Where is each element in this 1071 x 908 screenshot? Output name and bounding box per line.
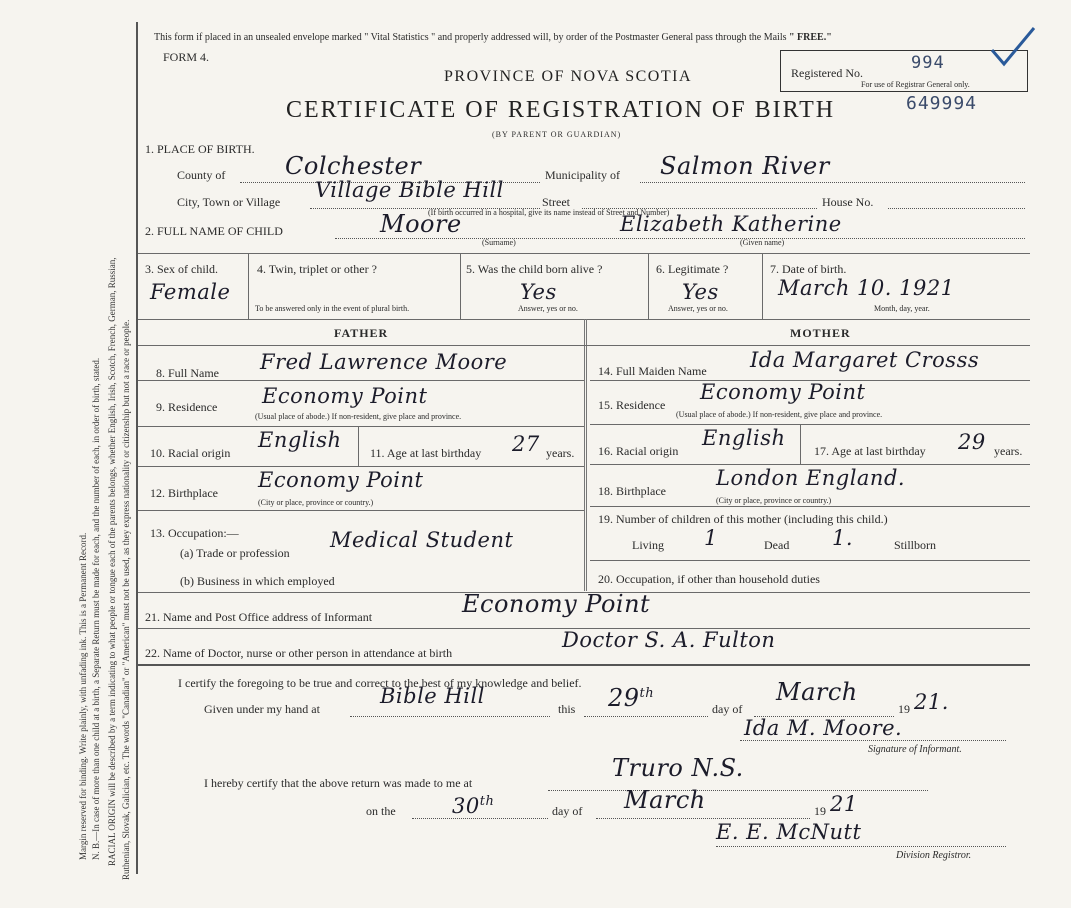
divider	[590, 424, 1030, 425]
return-place-value: Truro N.S.	[612, 754, 744, 782]
side-note-multiple-births: N. B.—In case of more than one child at a birth, a Separate Return must be made for each, and the number of each, in order of birth, stated.	[91, 357, 101, 860]
child-surname: Moore	[380, 210, 462, 238]
surname-note: (Surname)	[482, 238, 516, 247]
page-title: CERTIFICATE OF REGISTRATION OF BIRTH	[286, 97, 836, 123]
informant-signature: Ida M. Moore.	[744, 716, 903, 740]
mother-age-value: 29	[958, 430, 986, 454]
sex-value: Female	[150, 280, 231, 304]
mother-heading: MOTHER	[790, 326, 851, 340]
checkmark-icon	[990, 24, 1036, 72]
dead-value: 1.	[832, 526, 854, 550]
divider	[248, 253, 249, 319]
informant-label: 21. Name and Post Office address of Informant	[145, 610, 373, 624]
on-the-label: on the	[366, 804, 396, 818]
return-label: I hereby certify that the above return was made to me at	[204, 776, 473, 790]
given-place-value: Bible Hill	[380, 684, 485, 708]
trade-label: (a) Trade or profession	[180, 546, 290, 560]
twin-label: 4. Twin, triplet or other ?	[257, 262, 377, 276]
return-place-line	[548, 790, 928, 791]
father-name-label: 8. Full Name	[156, 366, 219, 380]
mother-race-label: 16. Racial origin	[598, 444, 679, 458]
father-birthplace-value: Economy Point	[258, 468, 424, 492]
doctor-label: 22. Name of Doctor, nurse or other person in attendance at birth	[145, 646, 453, 660]
registrar-note: For use of Registrar General only.	[861, 80, 970, 89]
hospital-note: (If birth occurred in a hospital, give its name instead of Street and Number)	[428, 208, 670, 217]
mother-name-value: Ida Margaret Crosss	[750, 348, 980, 372]
father-birthplace-label: 12. Birthplace	[150, 486, 218, 500]
return-day-value: 30th	[452, 794, 495, 818]
father-birthplace-note: (City or place, province or country.)	[258, 498, 374, 507]
province-heading: PROVINCE OF NOVA SCOTIA	[444, 68, 693, 85]
day-of-label: day of	[712, 702, 743, 716]
house-label: House No.	[822, 195, 874, 209]
month-value: March	[776, 678, 858, 706]
sex-label: 3. Sex of child.	[145, 262, 218, 276]
county-label: County of	[177, 168, 226, 182]
divider	[460, 253, 461, 319]
street-label: Street	[542, 195, 570, 209]
registered-number: 994	[911, 53, 945, 73]
father-residence-label: 9. Residence	[156, 400, 218, 414]
registered-label: Registered No.	[791, 66, 863, 80]
divider	[138, 380, 584, 381]
divider	[590, 560, 1030, 561]
child-name-line	[335, 238, 1025, 239]
house-line	[888, 208, 1025, 209]
mother-birthplace-note: (City or place, province or country.)	[716, 496, 832, 505]
dob-note: Month, day, year.	[874, 304, 930, 313]
occupation-label: 13. Occupation:—	[150, 526, 239, 540]
legitimate-label: 6. Legitimate ?	[656, 262, 729, 276]
return-day-of-label: day of	[552, 804, 583, 818]
mother-birthplace-value: London England.	[716, 466, 906, 490]
living-value: 1	[704, 526, 718, 550]
signature-label: Signature of Informant.	[868, 744, 962, 755]
divider	[590, 506, 1030, 507]
city-value: Village Bible Hill	[315, 178, 504, 202]
mother-birthplace-label: 18. Birthplace	[598, 484, 666, 498]
children-count-label: 19. Number of children of this mother (including this child.)	[598, 512, 888, 526]
mother-race-value: English	[702, 426, 786, 450]
side-note-nationality: Ruthenian, Slovak, Galician, etc. The words "Canadian" or "American" must not be used, as they express nationality or citizenship but not a race or people.	[121, 319, 131, 880]
stamp-number: 649994	[906, 93, 978, 114]
side-note-racial-origin: RACIAL ORIGIN will be described by a term indicating to what people or tongue each of the parents belongs, whether English, Irish, Scotch, French, German, Russian,	[107, 257, 117, 866]
father-years: years.	[546, 446, 575, 460]
alive-value: Yes	[520, 280, 557, 304]
dob-label: 7. Date of birth.	[770, 262, 847, 276]
given-under-label: Given under my hand at	[204, 702, 320, 716]
return-year-value: 21	[830, 792, 858, 816]
stillborn-label: Stillborn	[894, 538, 937, 552]
divider	[138, 345, 1030, 346]
return-year-prefix: 19	[814, 804, 826, 818]
dead-label: Dead	[764, 538, 790, 552]
this-label: this	[558, 702, 576, 716]
place-of-birth-label: 1. PLACE OF BIRTH.	[145, 142, 255, 156]
father-age-label: 11. Age at last birthday	[370, 446, 482, 460]
divider	[590, 464, 1030, 465]
father-residence-note: (Usual place of abode.) If non-resident, give place and province.	[255, 412, 462, 421]
column-divider	[584, 319, 587, 591]
trade-value: Medical Student	[330, 528, 514, 552]
father-age-value: 27	[512, 432, 540, 456]
day-line	[584, 716, 708, 717]
mother-residence-note: (Usual place of abode.) If non-resident, give place and province.	[676, 410, 883, 419]
dob-value: March 10. 1921	[778, 276, 955, 300]
year-prefix: 19	[898, 702, 910, 716]
doctor-value: Doctor S. A. Fulton	[562, 628, 776, 652]
alive-label: 5. Was the child born alive ?	[466, 262, 603, 276]
given-name-note: (Given name)	[740, 238, 785, 247]
mother-age-label: 17. Age at last birthday	[814, 444, 926, 458]
informant-signature-line	[740, 740, 1006, 741]
page-subtitle: (BY PARENT OR GUARDIAN)	[492, 130, 622, 139]
twin-note: To be answered only in the event of plural birth.	[255, 304, 410, 313]
registrar-signature-line	[716, 846, 1006, 847]
divider	[138, 510, 584, 511]
legitimate-value: Yes	[682, 280, 719, 304]
business-label: (b) Business in which employed	[180, 574, 335, 588]
day-value: 29th	[608, 684, 655, 712]
divider	[138, 466, 584, 467]
divider	[138, 253, 1030, 254]
year-value: 21.	[914, 690, 949, 714]
mother-residence-value: Economy Point	[700, 380, 866, 404]
return-month-line	[596, 818, 810, 819]
return-month-value: March	[624, 786, 706, 814]
divider	[358, 426, 359, 466]
father-residence-value: Economy Point	[262, 384, 428, 408]
father-race-label: 10. Racial origin	[150, 446, 231, 460]
side-note-binding: Margin reserved for binding. Write plainly, with unfading ink. This is a Permanent Record.	[78, 532, 88, 860]
father-name-value: Fred Lawrence Moore	[260, 350, 508, 374]
father-heading: FATHER	[334, 326, 389, 340]
mother-occupation-label: 20. Occupation, if other than household duties	[598, 572, 820, 586]
municipality-line	[640, 182, 1025, 183]
municipality-value: Salmon River	[660, 152, 830, 180]
left-border	[136, 22, 138, 874]
form-number: FORM 4.	[163, 50, 210, 64]
divider	[762, 253, 763, 319]
living-label: Living	[632, 538, 664, 552]
mother-years: years.	[994, 444, 1023, 458]
divider	[800, 424, 801, 464]
informant-value: Economy Point	[462, 590, 651, 618]
given-place-line	[350, 716, 550, 717]
municipality-label: Municipality of	[545, 168, 620, 182]
child-given-name: Elizabeth Katherine	[620, 212, 842, 236]
divider	[138, 664, 1030, 666]
mail-note: This form if placed in an unsealed envelope marked " Vital Statistics " and properly addressed will, by order of the Postmaster General pass through the Mails " FREE."	[154, 32, 832, 43]
divider	[138, 426, 584, 427]
registrar-label: Division Registror.	[896, 850, 972, 861]
divider	[648, 253, 649, 319]
alive-note: Answer, yes or no.	[518, 304, 578, 313]
mother-residence-label: 15. Residence	[598, 398, 666, 412]
mother-name-label: 14. Full Maiden Name	[598, 364, 707, 378]
child-name-label: 2. FULL NAME OF CHILD	[145, 224, 283, 238]
return-day-line	[412, 818, 548, 819]
certify-statement: I certify the foregoing to be true and correct to the best of my knowledge and belief.	[178, 676, 582, 690]
legitimate-note: Answer, yes or no.	[668, 304, 728, 313]
county-value: Colchester	[285, 152, 422, 180]
father-race-value: English	[258, 428, 342, 452]
registrar-signature: E. E. McNutt	[716, 820, 862, 844]
city-label: City, Town or Village	[177, 195, 281, 209]
